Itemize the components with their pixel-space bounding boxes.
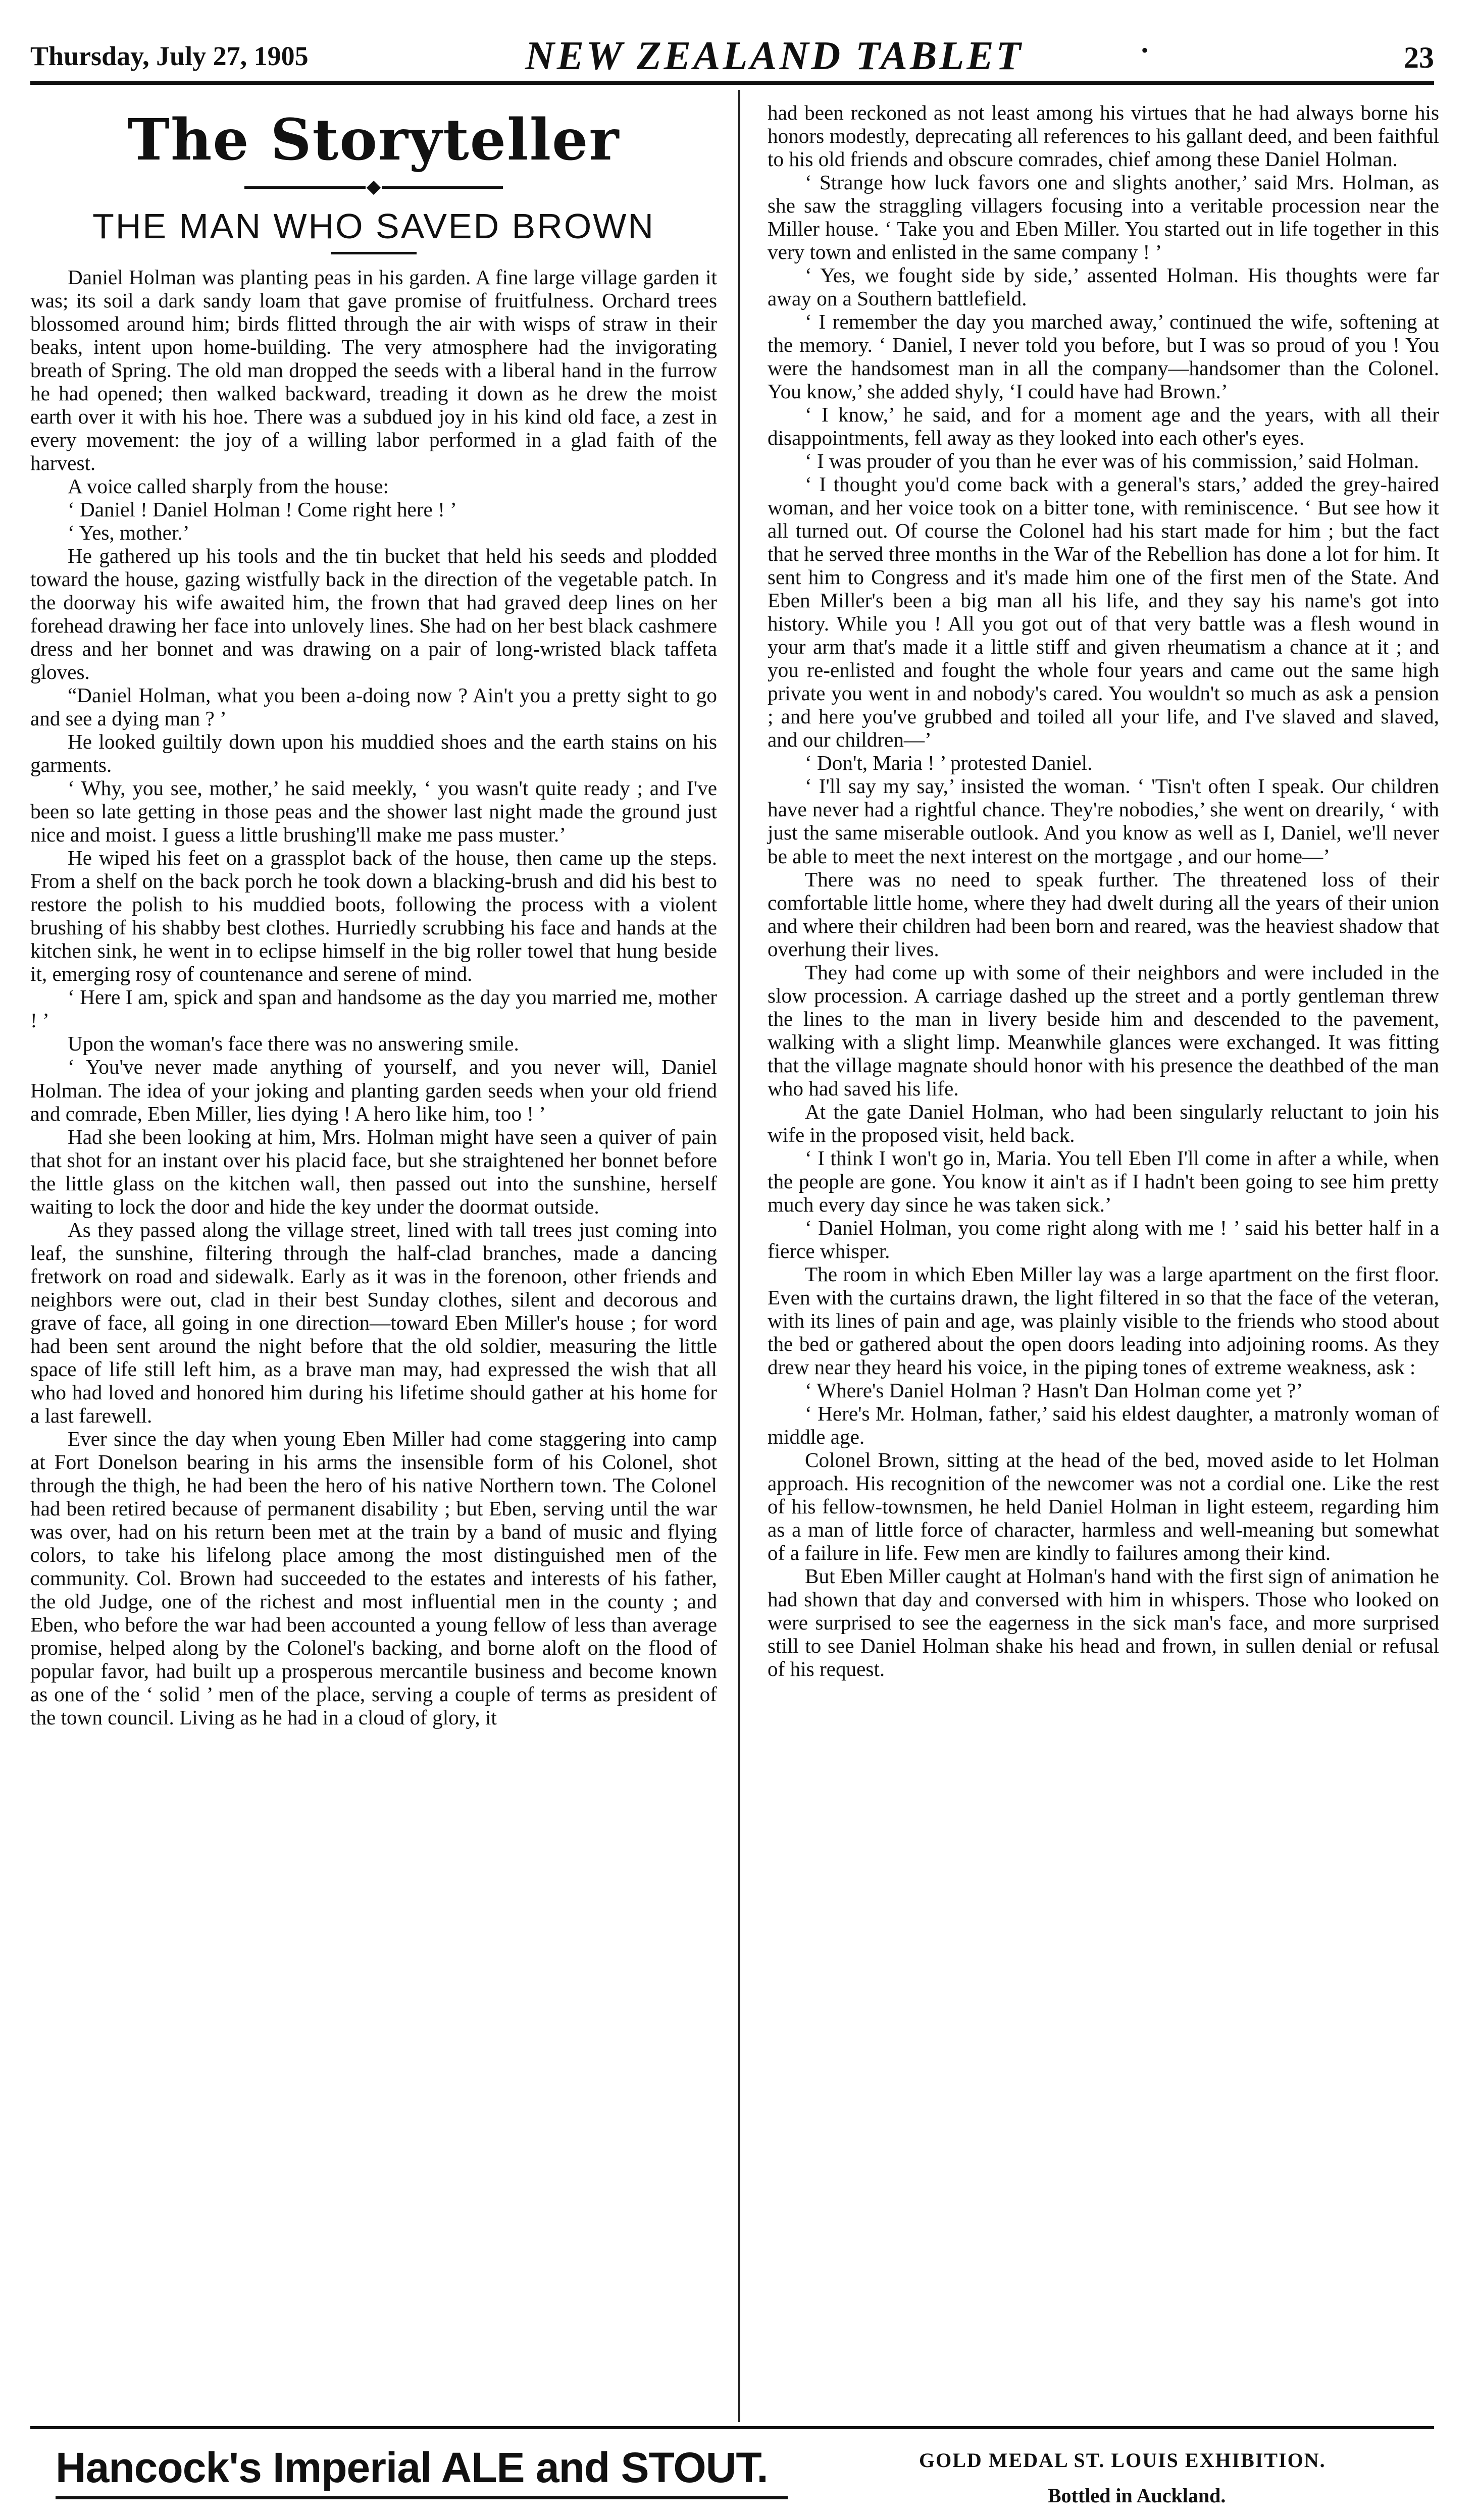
- paragraph: ‘ Yes, mother.’: [68, 521, 190, 545]
- paragraph: Daniel Holman was planting peas in his garden. A fine large village garden it was; its soil a dark sandy loam that gave promise of fruitfulness. Orchard trees blossomed around him; birds flitted through the air with wisps of straw in their beaks, intent upon home-building. The very atmosphere had the invigorating breath of Spring. The old man dropped the seeds with a liberal hand in the furrow he had opened; then walked backward, treading it down as he drew the moist earth over it with his hoe. There was a subdued joy in his kind old face, a zest in every movement: the joy of a willing labor performed in a glad faith of the harvest.: [30, 265, 717, 475]
- paragraph: There was no need to speak further. The threatened loss of their comfortable little home, where they had dwelt during all the years of their union and where their children had been born and reared, was the heaviest shadow that overhung their lives.: [768, 867, 1439, 961]
- advertisement-award-line: GOLD MEDAL ST. LOUIS EXHIBITION.: [919, 2449, 1326, 2472]
- footer-rule: [30, 2426, 1434, 2429]
- paragraph: A voice called sharply from the house:: [68, 475, 389, 498]
- paragraph: As they passed along the village street, lined with tall trees just coming into leaf, the sunshine, filtering through the half-clad branches, made a dancing fretwork on road and sidewalk. Early as it was in the forenoon, other friends and neighbors were out, clad in their best Sunday clothes, silent and decorous and grave of face, all going in one direction—toward Eben Miller's house ; for word had been sent around the night before that the old soldier, measuring the little space of life still left him, as a brave man may, had expressed the wish that all who had loved and honored him during his lifetime should gather at his home for a last farewell.: [30, 1218, 717, 1427]
- paragraph: Upon the woman's face there was no answering smile.: [68, 1032, 519, 1056]
- paragraph: ‘ I was prouder of you than he ever was of his commission,’ said Holman.: [805, 449, 1419, 473]
- paragraph: “Daniel Holman, what you been a-doing now ? Ain't you a pretty sight to go and see a dying man ? ’: [30, 684, 717, 730]
- paragraph: But Eben Miller caught at Holman's hand with the first sign of animation he had shown that day and conversed with him in whispers. Those who looked on were surprised to see the eagerness in the sick man's face, and more surprised still to see Daniel Holman shake his head and frown, in sullen denial or refusal of his request.: [768, 1564, 1439, 1681]
- title-ornament: [30, 175, 717, 197]
- paragraph: ‘ I remember the day you marched away,’ continued the wife, softening at the memory. ‘ Daniel, I never told you before, but I was so proud of you ! You were the handsomest man in all the company—handsomer than the Colonel. You know,’ she added shyly, ‘I could have had Brown.’: [768, 310, 1439, 403]
- paragraph: ‘ Strange how luck favors one and slights another,’ said Mrs. Holman, as she saw the straggling villagers focusing into a veritable procession near the Miller house. ‘ Take you and Eben Miller. You started out in life together in this very town and enlisted in the same company ! ’: [768, 171, 1439, 264]
- advertisement-headline: Hancock's Imperial ALE and STOUT.: [56, 2444, 768, 2491]
- story-title-rule: [331, 252, 417, 254]
- paragraph: ‘ Daniel ! Daniel Holman ! Come right here ! ’: [68, 498, 457, 521]
- paragraph: He gathered up his tools and the tin bucket that held his seeds and plodded toward the house, gazing wistfully back in the direction of the vegetable patch. In the doorway his wife awaited him, the frown that had graved deep lines on her forehead drawing her face into unlovely lines. She had on her best black cashmere dress and her bonnet and was drawing on a pair of long-wristed black taffeta gloves.: [30, 544, 717, 684]
- paragraph: ‘ Here I am, spick and span and handsome as the day you married me, mother ! ’: [30, 985, 717, 1032]
- header-page-number: 23: [1404, 41, 1434, 74]
- paragraph: The room in which Eben Miller lay was a large apartment on the first floor. Even with the curtains drawn, the light filtered in so that the face of the veteran, with its lines of pain and age, was plainly visible to the friends who stood about the bed or gathered about the open doors leading into adjoining rooms. As they drew near they heard his voice, in the piping tones of extreme weakness, ask :: [768, 1262, 1439, 1379]
- paragraph: He looked guiltily down upon his muddied shoes and the earth stains on his garments.: [30, 730, 717, 777]
- advertisement-bottled-line: Bottled in Auckland.: [1048, 2484, 1226, 2507]
- header-rule: [30, 81, 1434, 85]
- paragraph: ‘ I know,’ he said, and for a moment age and the years, with all their disappointments, fell away as they looked into each other's eyes.: [768, 403, 1439, 450]
- paragraph: He wiped his feet on a grassplot back of the house, then came up the steps. From a shelf on the back porch he took down a blacking-brush and did his best to restore the polish to his muddied boots, following the process with a violent brushing of his shabby best clothes. Hurriedly scrubbing his face and hands at the kitchen sink, he went in to eclipse himself in the big roller towel that hung beside it, emerging rosy of countenance and serene of mind.: [30, 846, 717, 986]
- left-column: [30, 98, 717, 1729]
- paragraph: ‘ I think I won't go in, Maria. You tell Eben I'll come in after a while, when the people are gone. You know it ain't as if I hadn't been going to see him pretty much every day since he was taken sick.’: [768, 1146, 1439, 1216]
- column-divider: [738, 90, 740, 2422]
- page-header: [30, 31, 1434, 87]
- advertisement-underline: [56, 2496, 788, 2499]
- paragraph: ‘ Daniel Holman, you come right along with me ! ’ said his better half in a fierce whisper.: [768, 1216, 1439, 1263]
- paragraph: Colonel Brown, sitting at the head of the bed, moved aside to let Holman approach. His recognition of the newcomer was not a cordial one. Like the rest of his fellow-townsmen, he held Daniel Holman in light esteem, regarding him as a man of little force of character, harmless and well-meaning but somewhat of a failure in life. Few men are kindly to failures among their kind.: [768, 1448, 1439, 1564]
- header-paper-title: NEW ZEALAND TABLET: [525, 34, 1024, 78]
- section-title: The Storyteller: [127, 107, 620, 173]
- paragraph: Had she been looking at him, Mrs. Holman might have seen a quiver of pain that shot for an instant over his placid face, but she straightened her bonnet before the little glass on the kitchen wall, then passed out into the sunshine, herself waiting to lock the door and hide the key under the doormat outside.: [30, 1125, 717, 1218]
- right-column: [768, 101, 1439, 1681]
- story-title: THE MAN WHO SAVED BROWN: [92, 206, 655, 246]
- paragraph: ‘ You've never made anything of yourself, and you never will, Daniel Holman. The idea of your joking and planting garden seeds when your old friend and comrade, Eben Miller, lies dying ! A hero like him, too ! ’: [30, 1055, 717, 1125]
- paragraph: ‘ Why, you see, mother,’ he said meekly, ‘ you wasn't quite ready ; and I've been so late getting in those peas and the shower last night made the ground just nice and moist. I guess a little brushing'll make me pass muster.’: [30, 776, 717, 847]
- paragraph: had been reckoned as not least among his virtues that he had always borne his honors modestly, deprecating all references to his gallant deed, and been faithful to his old friends and obscure comrades, chief among these Daniel Holman.: [768, 101, 1439, 171]
- paragraph: ‘ Don't, Maria ! ’ protested Daniel.: [805, 751, 1093, 775]
- header-dot: •: [1141, 39, 1149, 62]
- paragraph: At the gate Daniel Holman, who had been singularly reluctant to join his wife in the proposed visit, held back.: [768, 1099, 1439, 1146]
- paragraph: ‘ Yes, we fought side by side,’ assented Holman. His thoughts were far away on a Southern battlefield.: [768, 264, 1439, 310]
- paragraph: They had come up with some of their neighbors and were included in the slow procession. A carriage dashed up the street and a portly gentleman threw the lines to the man in livery beside him and descended to the pavement, walking with a slight limp. Meanwhile glances were exchanged. It was fitting that the village magnate should honor with his presence the deathbed of the man who had saved his life.: [768, 960, 1439, 1100]
- paragraph: ‘ I thought you'd come back with a general's stars,’ added the grey-haired woman, and her voice took on a bitter tone, with reminiscence. ‘ But see how it all turned out. Of course the Colonel had his start made for him ; but the fact that he served three months in the War of the Rebellion has done a lot for him. It sent him to Congress and it's made him one of the first men of the State. And Eben Miller's been a big man all his life, and they say his name's got into history. While you ! All you got out of that very battle was a flesh wound in your arm that's made it a little stiff and given rheumatism a chance at it ; and you re-enlisted and fought the whole four years and came out the same high private you went in and nobody's cared. You wouldn't so much as ask a pension ; and here you've grubbed and toiled all your life, and I've slaved and slaved, and our children—’: [768, 472, 1439, 752]
- paragraph: ‘ Here's Mr. Holman, father,’ said his eldest daughter, a matronly woman of middle age.: [768, 1401, 1439, 1448]
- paragraph: Ever since the day when young Eben Miller had come staggering into camp at Fort Donelson bearing in his arms the insensible form of his Colonel, shot through the thigh, he had been the hero of his native Northern town. The Colonel had been retired because of permanent disability ; but Eben, serving until the war was over, had on his return been met at the train by a band of music and flying colors, to take his lifelong place among the most distinguished men of the community. Col. Brown had succeeded to the estates and interests of his father, the old Judge, one of the richest and most influential men in the county ; and Eben, who before the war had been accounted a young fellow of less than average promise, helped along by the Colonel's backing, and borne aloft on the flood of popular favor, had built up a prosperous mercantile business and become known as one of the ‘ solid ’ men of the place, serving a couple of terms as president of the town council. Living as he had in a cloud of glory, it: [30, 1427, 717, 1729]
- header-date: Thursday, July 27, 1905: [30, 41, 309, 71]
- paragraph: ‘ I'll say my say,’ insisted the woman. ‘ 'Tisn't often I speak. Our children have never had a rightful chance. They're nobodies,’ she went on drearily, ‘ with just the same miserable outlook. And you know as well as I, Daniel, we'll never be able to meet the next interest on the mortgage , and our home—’: [768, 774, 1439, 868]
- paragraph: ‘ Where's Daniel Holman ? Hasn't Dan Holman come yet ?’: [805, 1378, 1303, 1402]
